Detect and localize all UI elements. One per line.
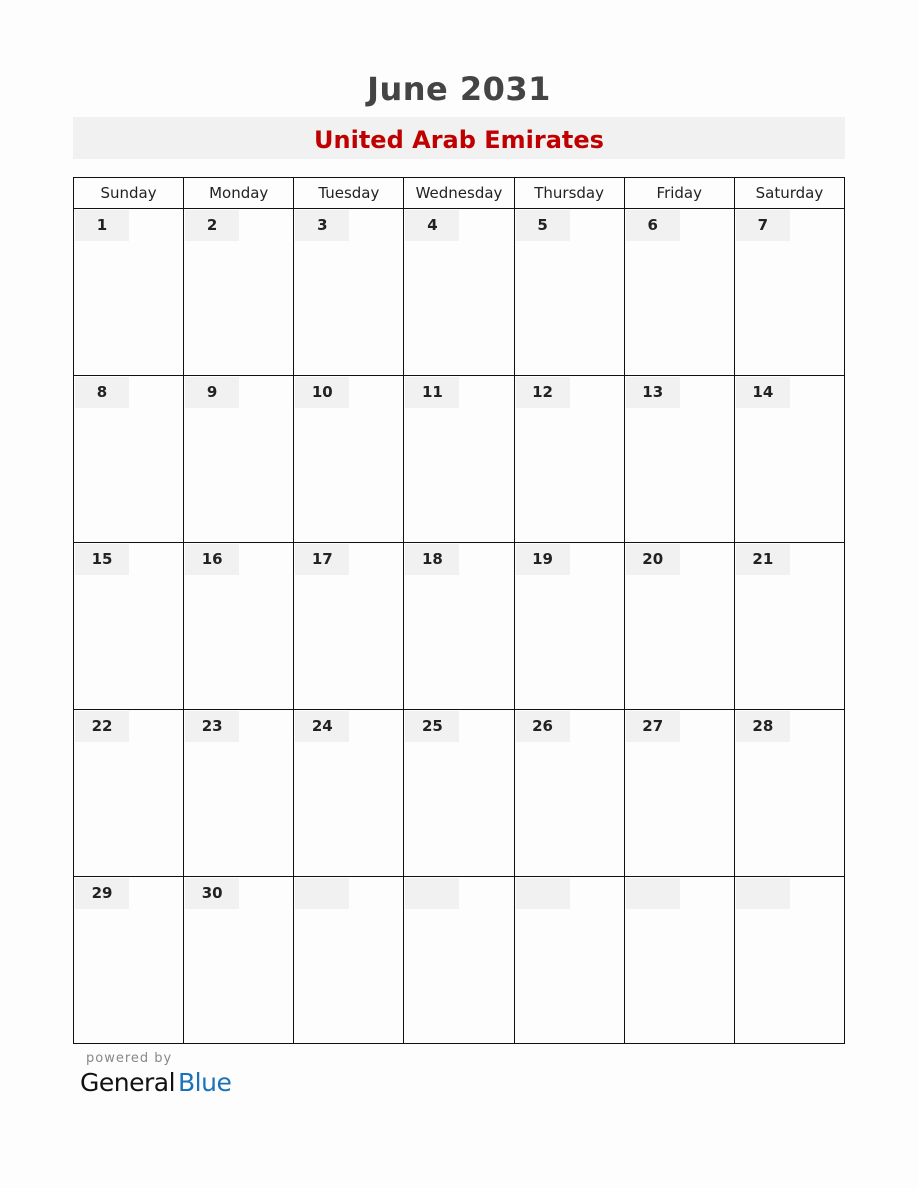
day-cell	[734, 710, 844, 877]
day-cell	[74, 877, 184, 1044]
day-cell	[624, 376, 734, 543]
day-number: 21	[736, 544, 790, 575]
day-cell	[624, 543, 734, 710]
day-number	[626, 878, 680, 909]
day-number: 14	[736, 377, 790, 408]
day-cell	[294, 209, 404, 376]
brand-general: General	[80, 1068, 176, 1097]
day-number	[516, 878, 570, 909]
day-number: 19	[516, 544, 570, 575]
week-row	[74, 209, 845, 376]
day-cell	[514, 543, 624, 710]
day-number	[295, 878, 349, 909]
week-row	[74, 376, 845, 543]
country-name: United Arab Emirates	[314, 126, 604, 154]
week-row	[74, 710, 845, 877]
day-number: 4	[405, 210, 459, 241]
day-cell	[404, 209, 514, 376]
day-number: 27	[626, 711, 680, 742]
day-number: 2	[185, 210, 239, 241]
day-cell	[294, 376, 404, 543]
day-number: 1	[75, 210, 129, 241]
weekday-monday: Monday	[184, 178, 294, 209]
weekday-header-row	[74, 178, 845, 209]
day-cell	[74, 543, 184, 710]
day-cell	[514, 209, 624, 376]
day-cell	[404, 877, 514, 1044]
day-number: 8	[75, 377, 129, 408]
day-cell	[624, 710, 734, 877]
day-number: 18	[405, 544, 459, 575]
day-cell	[404, 376, 514, 543]
weekday-saturday: Saturday	[734, 178, 844, 209]
day-cell	[74, 376, 184, 543]
day-cell	[514, 376, 624, 543]
day-number: 24	[295, 711, 349, 742]
day-cell	[404, 710, 514, 877]
day-number: 13	[626, 377, 680, 408]
day-number: 9	[185, 377, 239, 408]
week-row	[74, 877, 845, 1044]
day-cell	[734, 877, 844, 1044]
day-number: 23	[185, 711, 239, 742]
day-number: 26	[516, 711, 570, 742]
day-cell	[734, 376, 844, 543]
day-cell	[514, 710, 624, 877]
day-number: 6	[626, 210, 680, 241]
day-number: 25	[405, 711, 459, 742]
week-row	[74, 543, 845, 710]
month-title: June 2031	[367, 70, 551, 108]
generalblue-logo	[80, 1068, 231, 1097]
day-cell	[624, 877, 734, 1044]
day-number: 11	[405, 377, 459, 408]
weekday-thursday: Thursday	[514, 178, 624, 209]
day-number: 30	[185, 878, 239, 909]
day-cell	[184, 209, 294, 376]
day-cell	[184, 710, 294, 877]
day-cell	[404, 543, 514, 710]
weekday-wednesday: Wednesday	[404, 178, 514, 209]
day-cell	[734, 543, 844, 710]
day-number: 22	[75, 711, 129, 742]
day-cell	[294, 710, 404, 877]
day-cell	[74, 710, 184, 877]
day-cell	[734, 209, 844, 376]
day-number: 12	[516, 377, 570, 408]
weekday-friday: Friday	[624, 178, 734, 209]
day-cell	[184, 543, 294, 710]
powered-by-label: powered by	[86, 1051, 173, 1066]
day-cell	[184, 877, 294, 1044]
day-number: 5	[516, 210, 570, 241]
day-number: 28	[736, 711, 790, 742]
day-number: 16	[185, 544, 239, 575]
weekday-tuesday: Tuesday	[294, 178, 404, 209]
day-number: 17	[295, 544, 349, 575]
day-cell	[184, 376, 294, 543]
weekday-sunday: Sunday	[74, 178, 184, 209]
day-number	[736, 878, 790, 909]
brand-blue: Blue	[178, 1068, 232, 1097]
day-number: 15	[75, 544, 129, 575]
day-number	[405, 878, 459, 909]
day-cell	[624, 209, 734, 376]
calendar-grid	[73, 177, 845, 1044]
day-number: 3	[295, 210, 349, 241]
day-number: 7	[736, 210, 790, 241]
day-number: 29	[75, 878, 129, 909]
day-number: 20	[626, 544, 680, 575]
day-cell	[294, 877, 404, 1044]
day-cell	[74, 209, 184, 376]
day-cell	[514, 877, 624, 1044]
day-number: 10	[295, 377, 349, 408]
day-cell	[294, 543, 404, 710]
country-banner	[73, 117, 845, 159]
